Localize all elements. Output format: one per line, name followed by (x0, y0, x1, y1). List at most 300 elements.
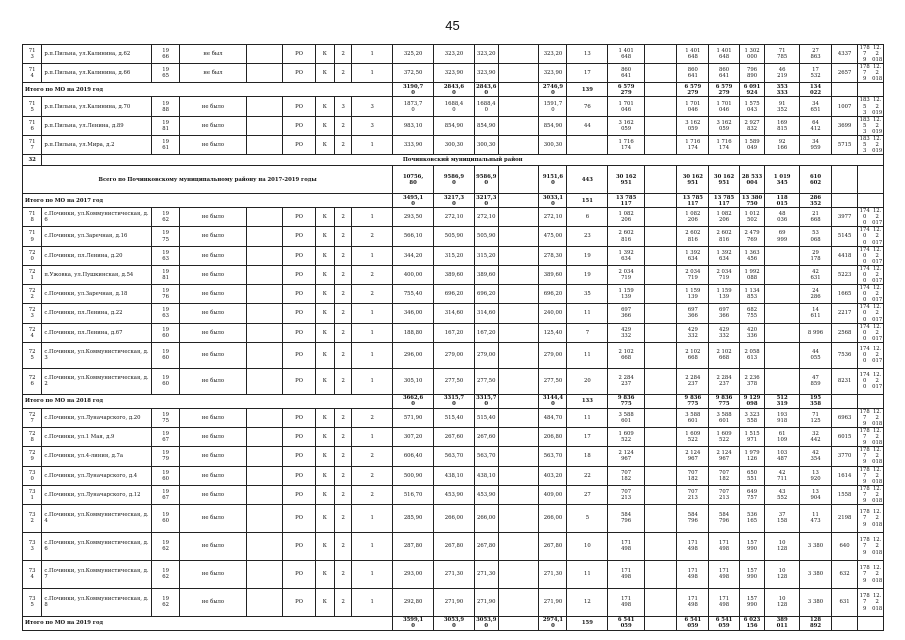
row-number: 71 7 (23, 135, 42, 154)
limit-cost-value: 1787 9 (859, 447, 870, 466)
budget-cost-cell: 69 999 (765, 227, 799, 246)
row-number: 73 1 (23, 485, 42, 504)
budget-cost-cell: 42 711 (765, 466, 799, 485)
limit-cost-value: 1787 9 (859, 485, 870, 504)
floors-cell: 2 (335, 466, 352, 485)
area-cell: 279,00 (434, 342, 475, 368)
empty-cell (498, 447, 539, 466)
unit-cost-cell: 631 (832, 588, 858, 616)
area-residential-cell: 409,00 (539, 485, 567, 504)
last-repair-cell: не было (180, 408, 247, 427)
fund-cost-cell: 1 363 456 (739, 246, 765, 265)
area-total-cell: 566,10 (393, 227, 434, 246)
limit-and-date-cell (857, 116, 883, 135)
empty-cell (246, 304, 283, 323)
subtotal-area-residential: 3033,1 0 (539, 194, 567, 208)
floors-cell: 2 (335, 323, 352, 342)
limit-cost-value: 1740 0 (859, 227, 870, 246)
cost-cell: 2 034 719 (677, 265, 709, 284)
area-living-cell: 515,40 (474, 408, 498, 427)
empty-cell (246, 246, 283, 265)
limit-cost-value: 1740 0 (859, 346, 870, 365)
floors-cell: 2 (335, 408, 352, 427)
budget-cost-cell (765, 342, 799, 368)
empty-cell (644, 45, 676, 64)
area-living-cell: 267,60 (474, 428, 498, 447)
limit-and-date-cell (857, 466, 883, 485)
material-cell: К (315, 504, 334, 532)
budget-cost-cell: 48 036 (765, 208, 799, 227)
address-cell: с.Починки, пл.Ленина, д.22 (42, 304, 152, 323)
unit-cost-cell: 6963 (832, 408, 858, 427)
local-cost-cell: 27 863 (799, 45, 831, 64)
limit-and-date-cell (857, 504, 883, 532)
area-cell: 277,50 (434, 368, 475, 394)
local-cost-cell: 44 055 (799, 342, 831, 368)
subtotal-area-residential: 9151,6 0 (539, 166, 567, 194)
empty-cell (246, 485, 283, 504)
year-cell: 19 79 (152, 447, 180, 466)
limit-and-date-cell (857, 588, 883, 616)
unit-cost-cell: 5223 (832, 265, 858, 284)
limit-and-date-cell (857, 227, 883, 246)
cost-cell: 2 284 237 (677, 368, 709, 394)
subtotal-row (23, 394, 884, 408)
area-total-cell: 344,20 (393, 246, 434, 265)
material-cell: К (315, 408, 334, 427)
deadline-value: 12.2 019 (872, 135, 883, 155)
row-number: 72 3 (23, 304, 42, 323)
cost-total-cell: 1 701 046 (608, 97, 645, 116)
year-cell: 19 81 (152, 265, 180, 284)
deadline-value: 12.2 017 (872, 372, 883, 391)
unit-cost-cell: 4337 (832, 45, 858, 64)
empty-cell (644, 285, 676, 304)
limit-and-date-cell (857, 285, 883, 304)
last-repair-cell: не было (180, 97, 247, 116)
empty-cell (644, 408, 676, 427)
local-cost-cell: 8 996 (799, 323, 831, 342)
area-total-cell: 516,70 (393, 485, 434, 504)
area-cell: 267,80 (434, 532, 475, 560)
empty-cell (644, 194, 676, 208)
cost-cell: 1 159 139 (677, 285, 709, 304)
cost-cell: 1 401 648 (709, 45, 739, 64)
limit-cost-value: 1740 0 (859, 246, 870, 265)
entrances-cell: 1 (352, 368, 393, 394)
material-cell: К (315, 97, 334, 116)
limit-and-date-cell (857, 246, 883, 265)
subtotal-area-total: 10756, 80 (393, 166, 434, 194)
limit-and-date-cell (857, 323, 883, 342)
area-total-cell: 305,10 (393, 368, 434, 394)
subtotal-label: Итого по МО на 2019 год (23, 83, 393, 97)
deadline-value: 12.2 018 (872, 408, 883, 427)
local-cost-cell: 34 959 (799, 135, 831, 154)
last-repair-cell: не было (180, 588, 247, 616)
empty-cell (498, 97, 539, 116)
limit-cost-value: 1787 9 (859, 565, 870, 584)
area-cell: 1688,4 0 (434, 97, 475, 116)
subtotal-area-residential: 2746,9 0 (539, 83, 567, 97)
local-cost-cell: 29 178 (799, 246, 831, 265)
area-living-cell: 277,50 (474, 368, 498, 394)
cost-cell: 697 366 (677, 304, 709, 323)
entrances-cell: 2 (352, 227, 393, 246)
deadline-value: 12.2 019 (872, 97, 883, 116)
limit-and-date-cell (857, 304, 883, 323)
unit-cost-cell: 2198 (832, 504, 858, 532)
limit-and-date-cell (857, 560, 883, 588)
subtotal-local-cost: 128 892 (799, 616, 831, 630)
area-total-cell: 293,50 (393, 208, 434, 227)
limit-cost-value: 1740 0 (859, 285, 870, 304)
area-cell: 272,10 (434, 208, 475, 227)
cost-total-cell: 1 159 139 (608, 285, 645, 304)
empty-cell (498, 285, 539, 304)
floors-cell: 2 (335, 285, 352, 304)
residents-cell: 20 (567, 368, 608, 394)
subtotal-cost: 30 162 951 (677, 166, 709, 194)
local-cost-cell: 71 125 (799, 408, 831, 427)
subtotal-area-living: 3053,9 0 (476, 617, 497, 630)
cost-total-cell: 3 162 059 (608, 116, 645, 135)
last-repair-cell: не был (180, 45, 247, 64)
area-living-cell: 696,20 (474, 285, 498, 304)
empty-cell (498, 208, 539, 227)
table-row (23, 265, 884, 284)
empty-cell (644, 208, 676, 227)
empty-cell (246, 227, 283, 246)
empty-cell (246, 97, 283, 116)
area-living-cell: 563,70 (474, 447, 498, 466)
table-row (23, 227, 884, 246)
area-residential-cell: 1591,7 0 (539, 97, 567, 116)
empty-cell (246, 368, 283, 394)
local-cost-cell: 24 286 (799, 285, 831, 304)
local-cost-cell: 47 859 (799, 368, 831, 394)
cost-cell: 171 498 (677, 532, 709, 560)
unit-cost-cell: 6015 (832, 428, 858, 447)
last-repair-cell: не было (180, 532, 247, 560)
last-repair-cell: не было (180, 447, 247, 466)
year-cell: 19 88 (152, 97, 180, 116)
area-living-cell: 315,20 (474, 246, 498, 265)
cost-cell: 707 213 (709, 485, 739, 504)
material-cell: К (315, 265, 334, 284)
year-cell: 19 75 (152, 227, 180, 246)
empty-cell (832, 394, 858, 408)
year-cell: 19 60 (152, 342, 180, 368)
empty-cell (246, 285, 283, 304)
row-number: 73 4 (23, 560, 42, 588)
area-living-cell: 505,90 (474, 227, 498, 246)
cost-cell: 3 162 059 (709, 116, 739, 135)
subtotal-cost-total: 9 836 775 (608, 394, 645, 408)
unit-cost-cell: 3770 (832, 447, 858, 466)
floors-cell: 2 (335, 342, 352, 368)
empty-cell (246, 116, 283, 135)
area-residential-cell: 271,90 (539, 588, 567, 616)
empty-cell (498, 394, 539, 408)
residents-cell: 13 (567, 45, 608, 64)
empty-cell (857, 166, 883, 194)
unit-cost-cell: 1007 (832, 97, 858, 116)
area-total-cell: 188,80 (393, 323, 434, 342)
empty-cell (246, 408, 283, 427)
budget-cost-cell (765, 304, 799, 323)
budget-cost-cell: 37 158 (765, 504, 799, 532)
subtotal-budget-cost: 389 011 (765, 616, 799, 630)
subtotal-residents: 443 (567, 166, 608, 194)
empty-cell (857, 83, 883, 97)
empty-cell (246, 560, 283, 588)
cost-cell: 2 602 816 (709, 227, 739, 246)
material-cell: К (315, 116, 334, 135)
limit-cost-value: 1787 9 (859, 537, 870, 556)
limit-cost-value: 1787 9 (859, 509, 870, 528)
table-row (23, 285, 884, 304)
empty-cell (498, 408, 539, 427)
cost-cell: 584 796 (709, 504, 739, 532)
cost-cell: 860 641 (677, 64, 709, 83)
area-cell: 167,20 (434, 323, 475, 342)
floors-cell: 2 (335, 45, 352, 64)
cost-cell: 707 182 (677, 466, 709, 485)
year-cell: 19 63 (152, 246, 180, 265)
fund-cost-cell: 420 336 (739, 323, 765, 342)
limit-cost-value: 1835 3 (859, 135, 870, 155)
table-row (23, 408, 884, 427)
area-total-cell: 285,90 (393, 504, 434, 532)
cost-total-cell: 1 392 634 (608, 246, 645, 265)
limit-cost-value: 1740 0 (859, 304, 870, 323)
district-section-row (23, 155, 884, 166)
limit-and-date-cell (857, 408, 883, 427)
last-repair-cell: не было (180, 342, 247, 368)
table-row (23, 208, 884, 227)
subtotal-cost: 9 836 775 (677, 394, 709, 408)
subtotal-area-total: 3662,6 0 (393, 394, 434, 408)
deadline-value: 12.2 018 (872, 466, 883, 485)
residents-cell: 19 (567, 265, 608, 284)
local-cost-cell: 3 380 (799, 588, 831, 616)
deadline-value: 12.2 018 (872, 428, 883, 447)
address-cell: с.Починки, ул.Коммунистическая, д.6 (42, 208, 152, 227)
subtotal-area-residential: 3144,4 0 (539, 394, 567, 408)
local-cost-cell: 53 068 (799, 227, 831, 246)
fund-cost-cell: 1 979 126 (739, 447, 765, 466)
cost-total-cell: 584 796 (608, 504, 645, 532)
area-residential-cell: 278,30 (539, 246, 567, 265)
area-residential-cell: 484,70 (539, 408, 567, 427)
material-cell: К (315, 323, 334, 342)
row-number: 73 3 (23, 532, 42, 560)
cost-cell: 171 498 (709, 588, 739, 616)
budget-cost-cell (765, 323, 799, 342)
area-cell: 323,20 (434, 45, 475, 64)
local-cost-cell: 42 631 (799, 265, 831, 284)
deadline-value: 12.2 019 (872, 116, 883, 135)
last-repair-cell: не было (180, 428, 247, 447)
floors-cell: 2 (335, 304, 352, 323)
limit-and-date-cell (857, 265, 883, 284)
empty-cell (498, 194, 539, 208)
empty-cell (246, 135, 283, 154)
cost-total-cell: 2 602 816 (608, 227, 645, 246)
cost-cell: 171 498 (677, 588, 709, 616)
address-cell: с.Починки, ул.Луначарского, д.12 (42, 485, 152, 504)
entrances-cell: 2 (352, 485, 393, 504)
entrances-cell: 2 (352, 265, 393, 284)
subtotal-row (23, 166, 884, 194)
empty-cell (498, 342, 539, 368)
cost-total-cell: 171 498 (608, 588, 645, 616)
housing-repair-table (22, 44, 884, 631)
address-cell: с.Починки, ул.1 Мая, д.9 (42, 428, 152, 447)
area-cell: 266,00 (434, 504, 475, 532)
cost-cell: 1 082 206 (709, 208, 739, 227)
material-cell: К (315, 485, 334, 504)
subtotal-fund-cost: 6 091 924 (739, 83, 765, 97)
year-cell: 19 62 (152, 560, 180, 588)
cost-cell: 2 124 967 (677, 447, 709, 466)
fund-cost-cell: 3 323 558 (739, 408, 765, 427)
empty-cell (644, 265, 676, 284)
year-cell: 19 81 (152, 116, 180, 135)
limit-cost-value: 1835 3 (859, 116, 870, 135)
cost-cell: 2 284 237 (709, 368, 739, 394)
subtotal-label: Итого по МО на 2018 год (23, 394, 393, 408)
area-cell: 300,30 (434, 135, 475, 154)
address-cell: с.Починки, ул.Луначарского, д.20 (42, 408, 152, 427)
deadline-value: 12.2 017 (872, 227, 883, 246)
material-cell: К (315, 532, 334, 560)
subtotal-area-residential: 2974,1 0 (539, 616, 567, 630)
limit-and-date-cell (857, 368, 883, 394)
page-number: 45 (445, 18, 460, 33)
cost-total-cell: 171 498 (608, 532, 645, 560)
table-row (23, 532, 884, 560)
entrances-cell: 3 (352, 116, 393, 135)
row-number: 71 6 (23, 116, 42, 135)
empty-cell (644, 135, 676, 154)
budget-cost-cell: 61 109 (765, 428, 799, 447)
material-cell: К (315, 135, 334, 154)
deadline-value: 12.2 017 (872, 208, 883, 227)
area-residential-cell: 277,50 (539, 368, 567, 394)
subtotal-cost: 13 785 117 (677, 194, 709, 208)
limit-and-date-cell (857, 485, 883, 504)
subtotal-cost: 9 836 775 (709, 394, 739, 408)
cost-cell: 2 034 719 (709, 265, 739, 284)
address-cell: с.Починки, ул.Коммунистическая, д.7 (42, 560, 152, 588)
empty-cell (644, 588, 676, 616)
floors-cell: 2 (335, 428, 352, 447)
entrances-cell: 1 (352, 304, 393, 323)
fund-cost-cell: 1 589 049 (739, 135, 765, 154)
floors-cell: 2 (335, 560, 352, 588)
empty-cell (644, 83, 676, 97)
area-living-cell: 323,20 (474, 45, 498, 64)
subtotal-residents: 139 (567, 83, 608, 97)
year-cell: 19 66 (152, 45, 180, 64)
unit-cost-cell: 3977 (832, 208, 858, 227)
local-cost-cell: 3 380 (799, 560, 831, 588)
empty-cell (498, 588, 539, 616)
empty-cell (644, 97, 676, 116)
subtotal-budget-cost: 353 333 (765, 83, 799, 97)
entrances-cell: 1 (352, 532, 393, 560)
entrances-cell: 2 (352, 447, 393, 466)
area-cell: 563,70 (434, 447, 475, 466)
empty-cell (857, 616, 883, 630)
local-cost-cell: 42 354 (799, 447, 831, 466)
cost-cell: 2 602 816 (677, 227, 709, 246)
row-number: 71 4 (23, 64, 42, 83)
fund-cost-cell: 1 575 043 (739, 97, 765, 116)
cost-cell: 429 332 (709, 323, 739, 342)
cost-cell: 697 366 (709, 304, 739, 323)
table-row (23, 485, 884, 504)
area-residential-cell: 240,00 (539, 304, 567, 323)
limit-cost-value: 1740 0 (859, 265, 870, 285)
area-living-cell: 271,30 (474, 560, 498, 588)
address-cell: с.Починки, пл.Ленина, д.67 (42, 323, 152, 342)
limit-and-date-cell (857, 45, 883, 64)
row-number: 71 9 (23, 227, 42, 246)
subtotal-row (23, 83, 884, 97)
subtotal-cost: 6 541 059 (709, 616, 739, 630)
year-cell: 19 62 (152, 588, 180, 616)
table-row (23, 97, 884, 116)
entrances-cell: 1 (352, 246, 393, 265)
empty-cell (832, 83, 858, 97)
budget-cost-cell: 43 552 (765, 485, 799, 504)
empty-cell (644, 394, 676, 408)
empty-cell (498, 532, 539, 560)
empty-cell (832, 616, 858, 630)
floors-cell: 2 (335, 447, 352, 466)
residents-cell: 10 (567, 532, 608, 560)
area-living-cell: 1688,4 0 (474, 97, 498, 116)
subtotal-cost-total: 6 579 279 (608, 83, 645, 97)
subtotal-area-total: 3599,1 0 (393, 616, 434, 630)
table-row (23, 45, 884, 64)
area-living-cell: 300,30 (474, 135, 498, 154)
local-cost-cell: 64 412 (799, 116, 831, 135)
empty-cell (246, 588, 283, 616)
cost-total-cell: 707 182 (608, 466, 645, 485)
entrances-cell: 1 (352, 135, 393, 154)
area-total-cell: 1873,7 0 (393, 97, 434, 116)
cost-cell: 1 701 046 (709, 97, 739, 116)
residents-cell: 5 (567, 504, 608, 532)
empty-cell (644, 323, 676, 342)
limit-cost-value: 1787 9 (859, 466, 870, 485)
fund-cost-cell: 157 990 (739, 532, 765, 560)
unit-cost-cell: 3699 (832, 116, 858, 135)
last-repair-cell: не было (180, 560, 247, 588)
subtotal-cost: 6 579 279 (677, 83, 709, 97)
material-cell: К (315, 227, 334, 246)
residents-cell: 22 (567, 466, 608, 485)
cost-total-cell: 860 641 (608, 64, 645, 83)
material-cell: К (315, 447, 334, 466)
table-row (23, 64, 884, 83)
empty-cell (246, 45, 283, 64)
row-number: 73 0 (23, 466, 42, 485)
